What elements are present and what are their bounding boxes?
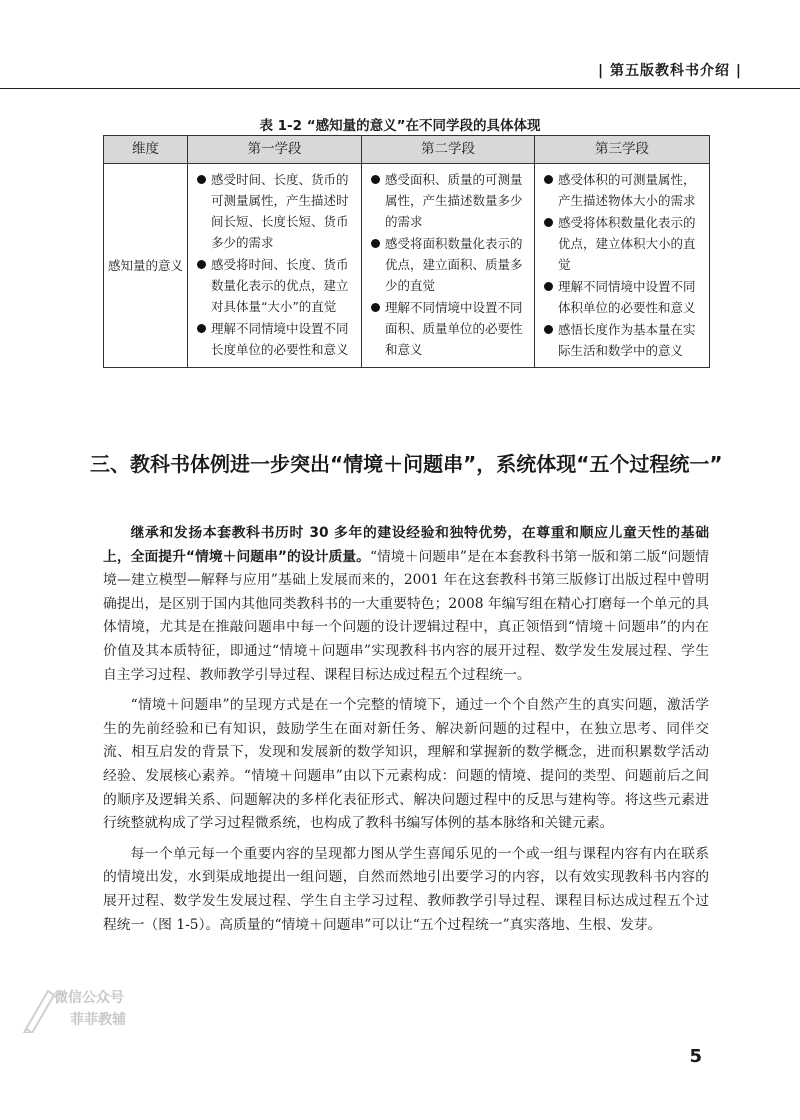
list-item: 感受面积、质量的可测量属性，产生描述数量多少的需求: [370, 169, 528, 232]
paragraph: [103, 522, 709, 687]
page-number: 5: [689, 1046, 702, 1067]
dimension-cell: 感知量的意义: [104, 164, 188, 368]
column-header-stage-1: 第一学段: [188, 136, 362, 164]
paragraph: [103, 694, 709, 836]
paragraph-text: “情境＋问题串”是在本套教科书第一版和第二版“问题情境—建立模型—解释与应用”基础上发展而来的，2001 年在这套教科书第三版修订出版过程中曾明确提出，是区别于国内其他同类教科书的一大重要特色；2008 年编写组在精心打磨每一个单元的具体情境，尤其是在推敲问题串中每一个问题的设计逻辑过程中，真正领悟到“情境＋问题串”的内在价值及其本质特征，即通过“情境＋问题串”实现教科书内容的展开过程、数学发生发展过程、学生自主学习过程、教师教学引导过程、课程目标达成过程五个过程统一。: [103, 548, 709, 683]
body-text: [103, 522, 709, 944]
stage-table: [103, 135, 710, 368]
table-row: [104, 164, 710, 368]
table-caption: 表 1-2 “感知量的意义”在不同学段的具体体现: [259, 118, 541, 134]
paragraph: [103, 843, 709, 937]
list-item: 感受体积的可测量属性，产生描述物体大小的需求: [543, 169, 703, 211]
stage-3-list: [543, 169, 703, 361]
list-item: 感悟长度作为基本量在实际生活和数学中的意义: [543, 319, 703, 361]
list-item: 感受将体积数量化表示的优点，建立体积大小的直觉: [543, 212, 703, 275]
header-rule: [0, 88, 800, 89]
list-item: 理解不同情境中设置不同体积单位的必要性和意义: [543, 276, 703, 318]
paragraph-text: “情境＋问题串”的呈现方式是在一个完整的情境下，通过一个个自然产生的真实问题，激活学生的先前经验和已有知识，鼓励学生在面对新任务、解决新问题的过程中，在独立思考、同伴交流、相互启发的背景下，发现和发展新的数学知识，理解和掌握新的数学概念，进而积累数学活动经验、发展核心素养。“情境＋问题串”由以下元素构成：问题的情境、提问的类型、问题前后之间的顺序及逻辑关系、问题解决的多样化表征形式、解决问题过程中的反思与建构等。将这些元素进行统整就构成了学习过程微系统，也构成了教科书编写体例的基本脉络和关键元素。: [103, 697, 709, 832]
stage-2-list: [370, 169, 528, 360]
section-heading: 三、教科书体例进一步突出“情境＋问题串”，系统体现“五个过程统一”: [90, 452, 723, 476]
list-item: 理解不同情境中设置不同长度单位的必要性和意义: [196, 318, 355, 360]
pen-icon: [18, 985, 58, 1033]
table-header-row: [104, 136, 710, 164]
running-head: | 第五版教科书介绍 |: [598, 63, 742, 79]
stage-3-cell: [535, 164, 710, 368]
stage-1-list: [196, 169, 355, 360]
list-item: 感受将面积数量化表示的优点，建立面积、质量多少的直觉: [370, 233, 528, 296]
watermark-line-2: 菲菲教辅: [70, 1012, 126, 1028]
column-header-stage-2: 第二学段: [362, 136, 535, 164]
list-item: 感受时间、长度、货币的可测量属性，产生描述时间长短、长度长短、货币多少的需求: [196, 169, 355, 253]
list-item: 理解不同情境中设置不同面积、质量单位的必要性和意义: [370, 297, 528, 360]
bold-lead-sentence: 继承和发扬本套教科书历时 30 多年的建设经验和独特优势，在尊重和顺应儿童天性的基础上，全面提升“情境＋问题串”的设计质量。: [103, 525, 709, 565]
watermark-line-1: 微信公众号: [54, 990, 124, 1006]
watermark: [18, 985, 138, 1035]
list-item: 感受将时间、长度、货币数量化表示的优点，建立对具体量“大小”的直觉: [196, 254, 355, 317]
column-header-stage-3: 第三学段: [535, 136, 710, 164]
paragraph-text: 每一个单元每一个重要内容的呈现都力图从学生喜闻乐见的一个或一组与课程内容有内在联系的情境出发，水到渠成地提出一组问题，自然而然地引出要学习的内容，以有效实现教科书内容的展开过程、数学发生发展过程、学生自主学习过程、教师教学引导过程、课程目标达成过程五个过程统一（图 1-5）。高质量的“情境＋问题串”可以让“五个过程统一”真实落地、生根、发芽。: [103, 845, 709, 933]
column-header-dimension: 维度: [104, 136, 188, 164]
stage-2-cell: [362, 164, 535, 368]
stage-1-cell: [188, 164, 362, 368]
